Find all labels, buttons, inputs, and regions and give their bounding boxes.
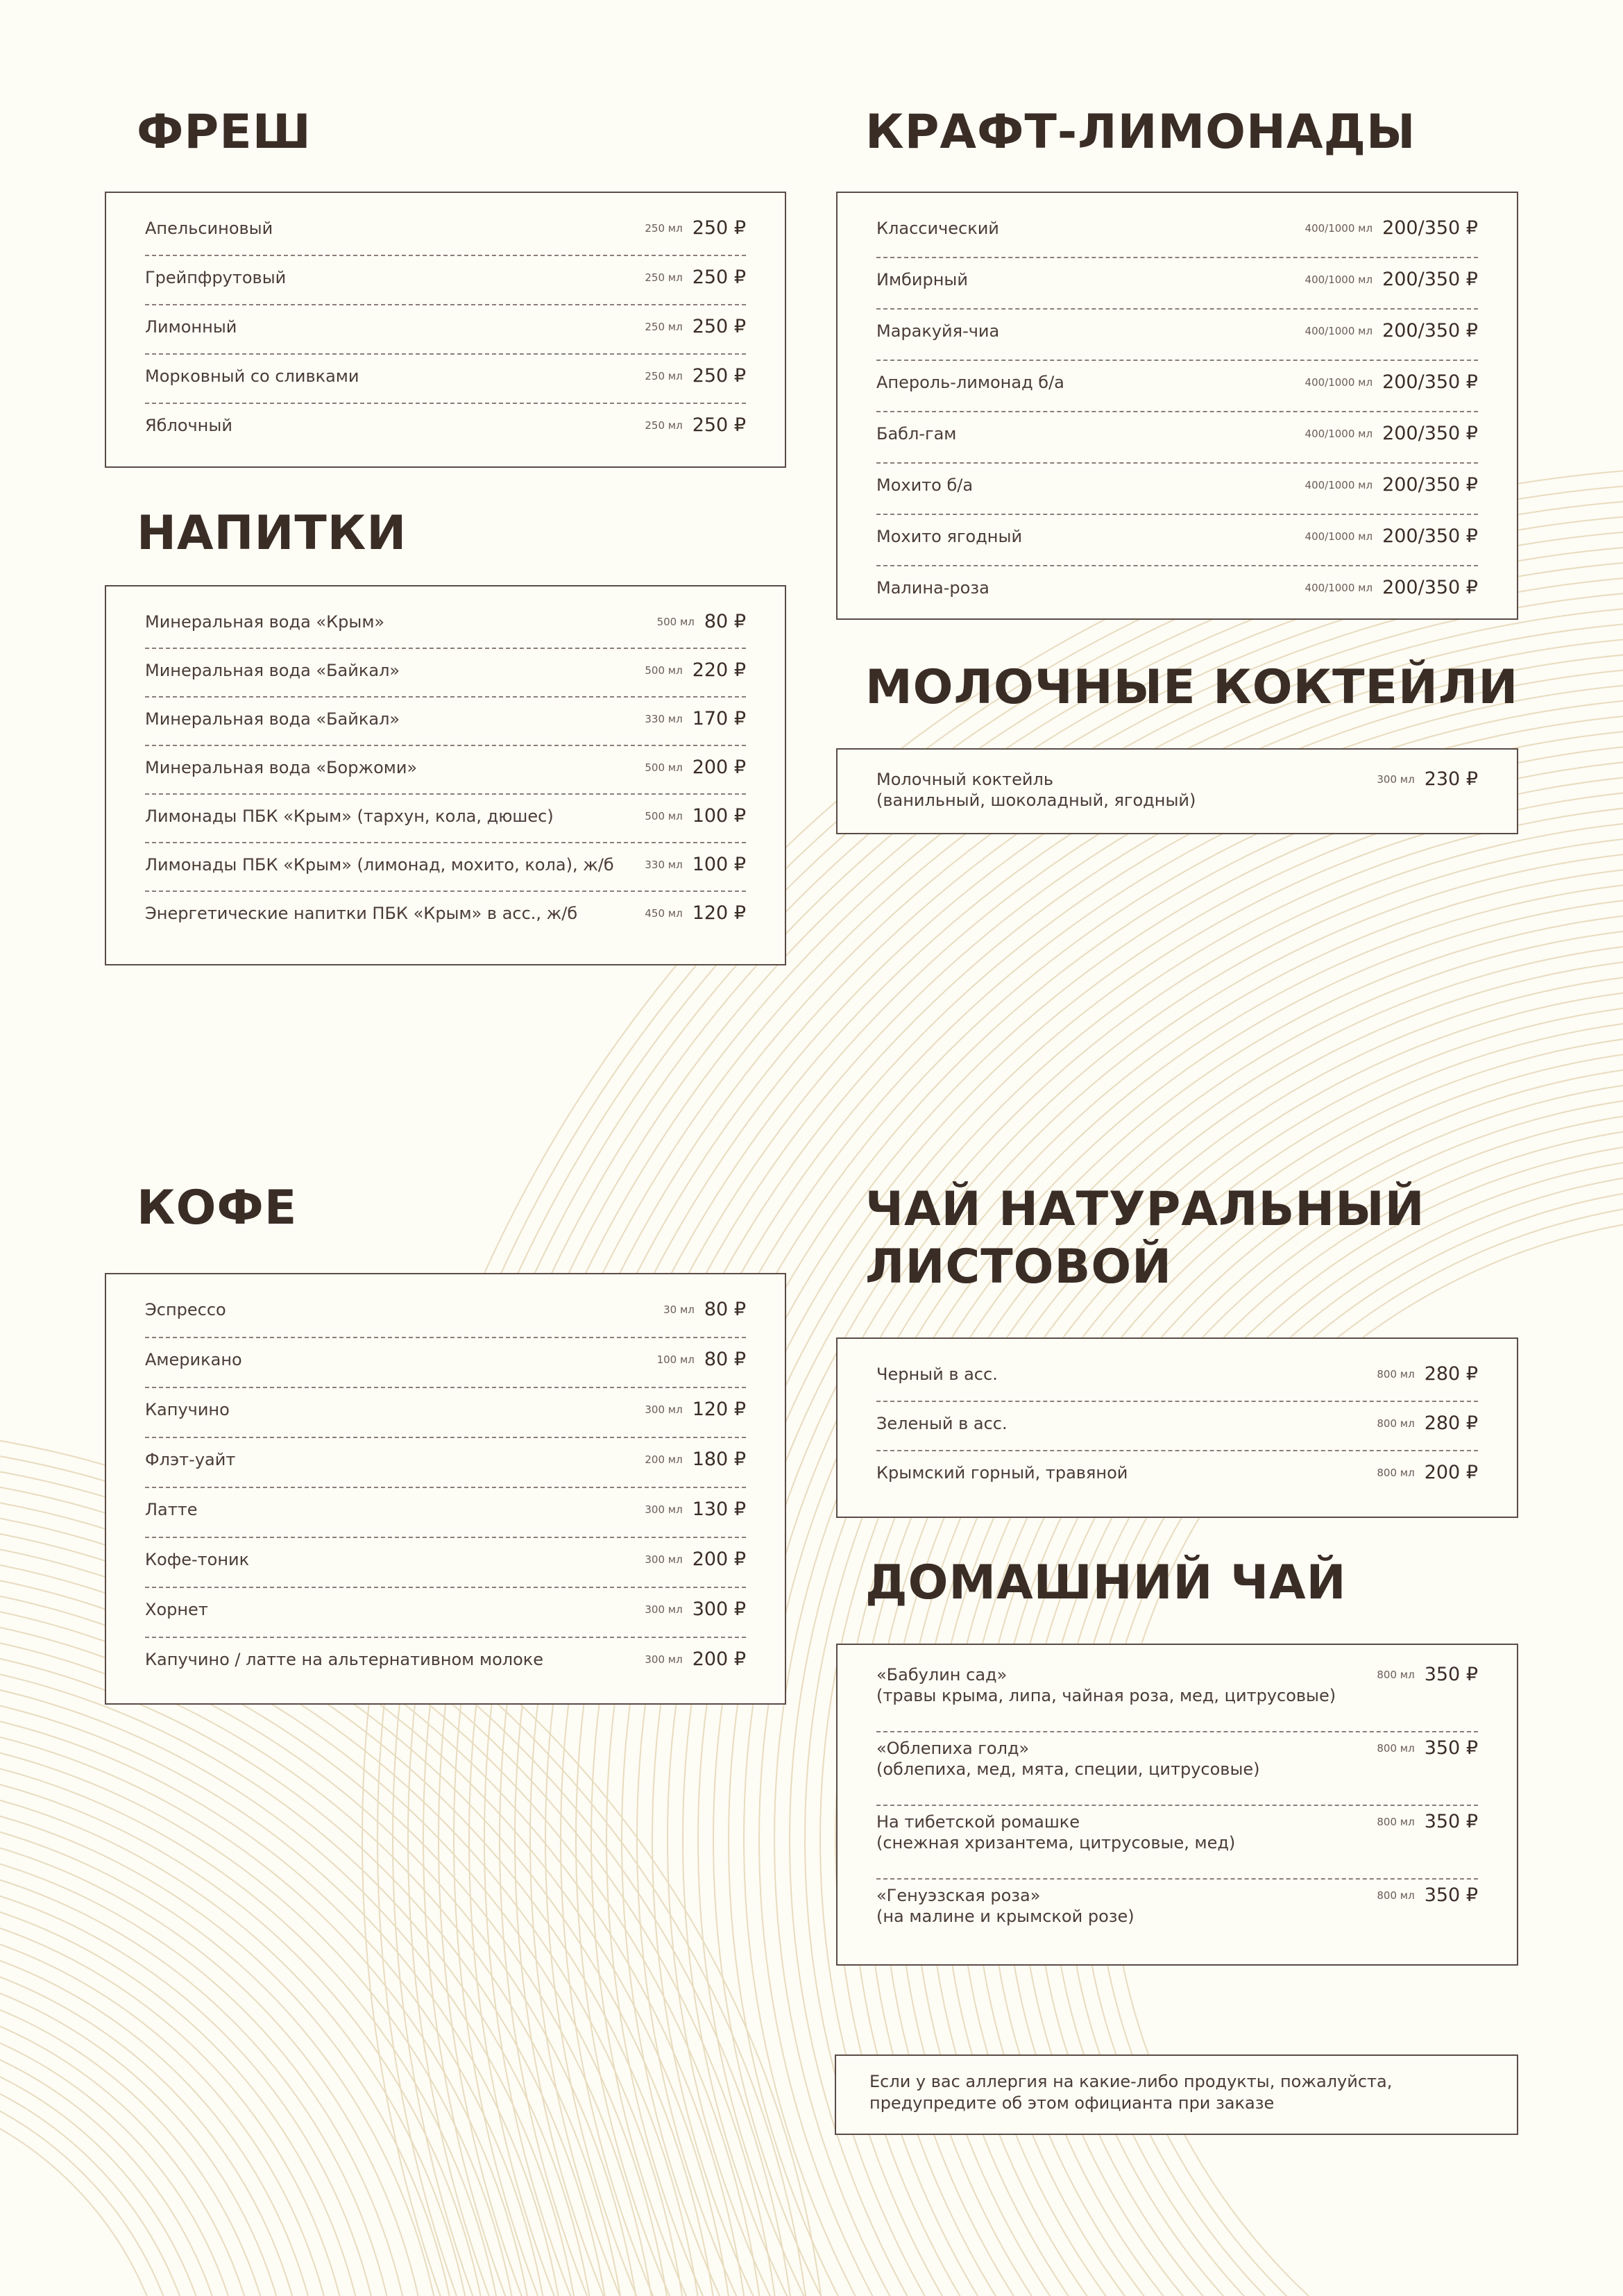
item-volume: 250 мл: [645, 222, 683, 235]
menu-item: [876, 1353, 1478, 1402]
item-name: [876, 475, 1305, 496]
item-price: 350 ₽: [1424, 1884, 1478, 1906]
menu-item: [145, 1438, 746, 1488]
decor-arc: [0, 1884, 372, 2296]
item-title: Минеральная вода «Байкал»: [145, 709, 400, 729]
item-price: 280 ₽: [1424, 1412, 1478, 1434]
menu-item: [145, 892, 746, 940]
menu-item: [876, 1451, 1478, 1501]
item-name: [145, 1599, 645, 1620]
menu-item: [145, 1638, 746, 1688]
decor-arc: [0, 1670, 586, 2296]
item-title: «Облепиха голд»: [876, 1739, 1030, 1758]
menu-item: [145, 305, 746, 355]
item-list-leaf-tea: [876, 1353, 1478, 1501]
menu-item: [145, 1488, 746, 1538]
item-price: 250 ₽: [692, 414, 746, 436]
item-price: 300 ₽: [692, 1598, 746, 1620]
section-title-home-tea: ДОМАШНИЙ ЧАЙ: [865, 1555, 1347, 1610]
item-title: Лимонады ПБК «Крым» (лимонад, мохито, кола), ж/б: [145, 855, 614, 875]
item-volume: 400/1000 мл: [1305, 530, 1373, 543]
item-volume: 800 мл: [1377, 1417, 1415, 1430]
section-title-leaf-tea: [865, 1181, 1425, 1297]
menu-item: [145, 795, 746, 843]
item-price: 170 ₽: [692, 708, 746, 729]
item-volume: 500 мл: [645, 664, 683, 677]
allergy-note-line1: Если у вас аллергия на какие-либо продукты, пожалуйста,: [869, 2072, 1393, 2091]
item-list-coffee: [145, 1288, 746, 1688]
item-price: 120 ₽: [692, 902, 746, 924]
menu-item: [876, 1402, 1478, 1451]
section-title-drinks: НАПИТКИ: [137, 506, 407, 561]
item-description: (ванильный, шоколадный, ягодный): [876, 791, 1196, 810]
item-name: [145, 1649, 645, 1670]
item-volume: 800 мл: [1377, 1889, 1415, 1902]
item-list-drinks: [145, 600, 746, 940]
item-name: [145, 709, 645, 729]
menu-item: [876, 1806, 1478, 1880]
decor-arc: [0, 2021, 235, 2296]
item-price: 200/350 ₽: [1382, 474, 1478, 496]
item-name: [876, 1738, 1377, 1780]
menu-item: [145, 256, 746, 305]
item-name: [876, 321, 1305, 341]
item-name: [145, 1299, 663, 1320]
menu-item: [876, 1732, 1478, 1806]
menu-box-milkshakes: [836, 748, 1518, 834]
item-title: Американо: [145, 1350, 242, 1369]
menu-item: [876, 310, 1478, 361]
item-title: Черный в асс.: [876, 1365, 998, 1384]
item-price: 80 ₽: [704, 611, 746, 632]
menu-item: [876, 258, 1478, 310]
menu-item: [145, 746, 746, 795]
item-name: [876, 269, 1305, 290]
item-price: 200 ₽: [692, 757, 746, 778]
item-list-milkshakes: [876, 763, 1478, 819]
item-title: Капучино / латте на альтернативном молоке: [145, 1650, 544, 1669]
item-volume: 500 мл: [656, 616, 695, 628]
menu-item: [145, 649, 746, 698]
item-title: Лимонады ПБК «Крым» (тархун, кола, дюшес): [145, 807, 554, 826]
item-price: 200/350 ₽: [1382, 217, 1478, 239]
item-description: (облепиха, мед, мята, специи, цитрусовые): [876, 1759, 1260, 1779]
item-price: 200/350 ₽: [1382, 269, 1478, 290]
item-name: [145, 757, 645, 778]
menu-item: [145, 1588, 746, 1638]
menu-item: [876, 1880, 1478, 1953]
item-volume: 300 мл: [645, 1553, 683, 1566]
item-volume: 500 мл: [645, 810, 683, 822]
item-volume: 800 мл: [1377, 1669, 1415, 1681]
item-price: 350 ₽: [1424, 1811, 1478, 1832]
item-name: [145, 1549, 645, 1570]
item-price: 100 ₽: [692, 854, 746, 875]
decor-arc: [0, 1991, 265, 2296]
menu-item: [876, 207, 1478, 258]
section-title-leaf-tea-line2: ЛИСТОВОЙ: [865, 1239, 1173, 1294]
item-price: 130 ₽: [692, 1499, 746, 1520]
menu-box-coffee: [105, 1273, 786, 1705]
menu-box-lemonades: [836, 192, 1518, 620]
item-name: [876, 1664, 1377, 1706]
item-name: [145, 1499, 645, 1520]
item-description: (снежная хризантема, цитрусовые, мед): [876, 1833, 1236, 1852]
item-title: На тибетской ромашке: [876, 1812, 1080, 1832]
menu-box-home-tea: [836, 1644, 1518, 1966]
decor-arc: [0, 1792, 464, 2296]
menu-item: [876, 1659, 1478, 1732]
menu-item: [145, 207, 746, 256]
item-price: 80 ₽: [704, 1349, 746, 1370]
item-name: [145, 806, 645, 827]
item-volume: 400/1000 мл: [1305, 376, 1373, 389]
item-volume: 400/1000 мл: [1305, 479, 1373, 491]
item-price: 200 ₽: [692, 1548, 746, 1570]
item-price: 200/350 ₽: [1382, 577, 1478, 598]
item-name: [145, 415, 645, 436]
item-volume: 800 мл: [1377, 1816, 1415, 1828]
item-title: Зеленый в асс.: [876, 1414, 1008, 1433]
item-name: [145, 660, 645, 681]
item-volume: 400/1000 мл: [1305, 222, 1373, 235]
item-description: (травы крыма, липа, чайная роза, мед, цитрусовые): [876, 1686, 1336, 1705]
item-volume: 250 мл: [645, 370, 683, 382]
section-title-lemonades: КРАФТ-ЛИМОНАДЫ: [865, 105, 1416, 160]
decor-arc: [0, 1960, 296, 2296]
item-volume: 250 мл: [645, 271, 683, 284]
item-name: [145, 218, 645, 239]
menu-item: [145, 1388, 746, 1438]
item-volume: 800 мл: [1377, 1368, 1415, 1381]
item-price: 250 ₽: [692, 365, 746, 387]
item-title: Минеральная вода «Байкал»: [145, 661, 400, 680]
decor-arc: [0, 1899, 357, 2296]
menu-item: [145, 355, 746, 404]
item-price: 350 ₽: [1424, 1664, 1478, 1685]
item-name: [145, 1399, 645, 1420]
item-volume: 400/1000 мл: [1305, 325, 1373, 337]
item-title: Апероль-лимонад б/а: [876, 373, 1064, 392]
item-volume: 250 мл: [645, 321, 683, 333]
item-price: 80 ₽: [704, 1299, 746, 1320]
item-price: 120 ₽: [692, 1399, 746, 1420]
item-price: 200/350 ₽: [1382, 320, 1478, 341]
menu-item: [145, 1288, 746, 1338]
item-volume: 330 мл: [645, 713, 683, 725]
item-name: [876, 372, 1305, 393]
item-title: Минеральная вода «Боржоми»: [145, 758, 418, 777]
item-volume: 300 мл: [1377, 773, 1415, 786]
item-title: Минеральная вода «Крым»: [145, 612, 385, 632]
item-name: [145, 316, 645, 337]
menu-item: [145, 600, 746, 649]
decor-arc: [0, 1823, 433, 2296]
item-volume: 200 мл: [645, 1453, 683, 1466]
item-price: 250 ₽: [692, 217, 746, 239]
item-name: [145, 267, 645, 288]
decor-arc: [0, 1716, 540, 2296]
item-list-fresh: [145, 207, 746, 453]
item-volume: 30 мл: [663, 1303, 695, 1316]
item-name: [145, 366, 645, 387]
item-title: Лимонный: [145, 317, 237, 337]
item-price: 250 ₽: [692, 316, 746, 337]
decor-arc: [0, 1868, 387, 2296]
item-volume: 400/1000 мл: [1305, 428, 1373, 440]
item-volume: 300 мл: [645, 1653, 683, 1666]
menu-item: [145, 1338, 746, 1388]
item-name: [145, 903, 645, 924]
item-list-home-tea: [876, 1659, 1478, 1953]
item-volume: 400/1000 мл: [1305, 273, 1373, 286]
item-price: 230 ₽: [1424, 768, 1478, 790]
item-price: 220 ₽: [692, 659, 746, 681]
item-volume: 400/1000 мл: [1305, 582, 1373, 594]
item-title: Мохито ягодный: [876, 527, 1023, 546]
item-volume: 300 мл: [645, 1403, 683, 1416]
item-name: [876, 577, 1305, 598]
item-name: [876, 769, 1377, 811]
item-name: [145, 1349, 657, 1370]
section-title-coffee: КОФЕ: [137, 1181, 298, 1235]
item-title: Энергетические напитки ПБК «Крым» в асс., ж/б: [145, 904, 578, 923]
item-volume: 300 мл: [645, 1603, 683, 1616]
item-volume: 100 мл: [656, 1353, 695, 1366]
item-price: 200/350 ₽: [1382, 525, 1478, 547]
item-price: 180 ₽: [692, 1449, 746, 1470]
item-volume: 250 мл: [645, 419, 683, 432]
item-title: Яблочный: [145, 416, 232, 435]
item-name: [145, 854, 645, 875]
item-name: [876, 1364, 1377, 1385]
item-price: 200 ₽: [1424, 1462, 1478, 1483]
item-volume: 800 мл: [1377, 1467, 1415, 1479]
item-title: Морковный со сливками: [145, 366, 359, 386]
allergy-note: [835, 2054, 1518, 2135]
item-title: Мохито б/а: [876, 475, 974, 495]
menu-item: [876, 361, 1478, 412]
item-name: [876, 218, 1305, 239]
item-title: Флэт-уайт: [145, 1450, 236, 1469]
item-title: Молочный коктейль: [876, 770, 1053, 789]
allergy-note-line2: предупредите об этом официанта при заказе: [869, 2093, 1275, 2113]
item-price: 200 ₽: [692, 1648, 746, 1670]
menu-box-drinks: [105, 585, 786, 965]
item-name: [145, 611, 657, 632]
section-title-fresh: ФРЕШ: [137, 105, 312, 160]
item-volume: 450 мл: [645, 907, 683, 920]
item-price: 350 ₽: [1424, 1737, 1478, 1759]
menu-item: [145, 843, 746, 892]
item-title: Бабл-гам: [876, 424, 957, 444]
item-title: Капучино: [145, 1400, 230, 1419]
item-price: 200/350 ₽: [1382, 371, 1478, 393]
item-title: Латте: [145, 1500, 198, 1519]
item-title: Грейпфрутовый: [145, 268, 287, 287]
menu-box-leaf-tea: [836, 1337, 1518, 1518]
item-name: [876, 423, 1305, 444]
section-title-milkshakes: МОЛОЧНЫЕ КОКТЕЙЛИ: [865, 660, 1519, 715]
item-volume: 330 мл: [645, 859, 683, 871]
item-title: Кофе-тоник: [145, 1550, 250, 1569]
item-title: Апельсиновый: [145, 219, 273, 238]
menu-box-fresh: [105, 192, 786, 468]
item-title: Классический: [876, 219, 999, 238]
item-list-lemonades: [876, 207, 1478, 618]
item-price: 100 ₽: [692, 805, 746, 827]
menu-item: [876, 763, 1478, 819]
item-title: «Бабулин сад»: [876, 1665, 1008, 1685]
menu-item: [876, 412, 1478, 464]
item-name: [876, 1413, 1377, 1434]
item-name: [876, 1462, 1377, 1483]
item-price: 200/350 ₽: [1382, 423, 1478, 444]
item-title: Хорнет: [145, 1600, 208, 1619]
item-title: Эспрессо: [145, 1300, 226, 1319]
item-title: Крымский горный, травяной: [876, 1463, 1128, 1483]
item-title: Маракуйя-чиа: [876, 321, 1000, 341]
item-price: 280 ₽: [1424, 1363, 1478, 1385]
item-title: «Генуэзская роза»: [876, 1886, 1041, 1905]
menu-item: [876, 566, 1478, 618]
menu-item: [876, 515, 1478, 566]
menu-item: [876, 464, 1478, 515]
item-volume: 800 мл: [1377, 1742, 1415, 1755]
decor-arc: [0, 1930, 326, 2296]
item-volume: 300 мл: [645, 1503, 683, 1516]
menu-item: [145, 1538, 746, 1588]
menu-item: [145, 698, 746, 746]
item-title: Имбирный: [876, 270, 968, 289]
menu-item: [145, 404, 746, 453]
item-description: (на малине и крымской розе): [876, 1907, 1135, 1926]
section-title-leaf-tea-line1: ЧАЙ НАТУРАЛЬНЫЙ: [865, 1182, 1425, 1237]
item-name: [876, 1885, 1377, 1927]
item-name: [876, 526, 1305, 547]
item-name: [876, 1812, 1377, 1853]
item-price: 250 ₽: [692, 267, 746, 288]
decor-arc: [0, 1655, 601, 2296]
item-name: [145, 1449, 645, 1470]
item-title: Малина-роза: [876, 578, 989, 598]
item-volume: 500 мл: [645, 761, 683, 774]
